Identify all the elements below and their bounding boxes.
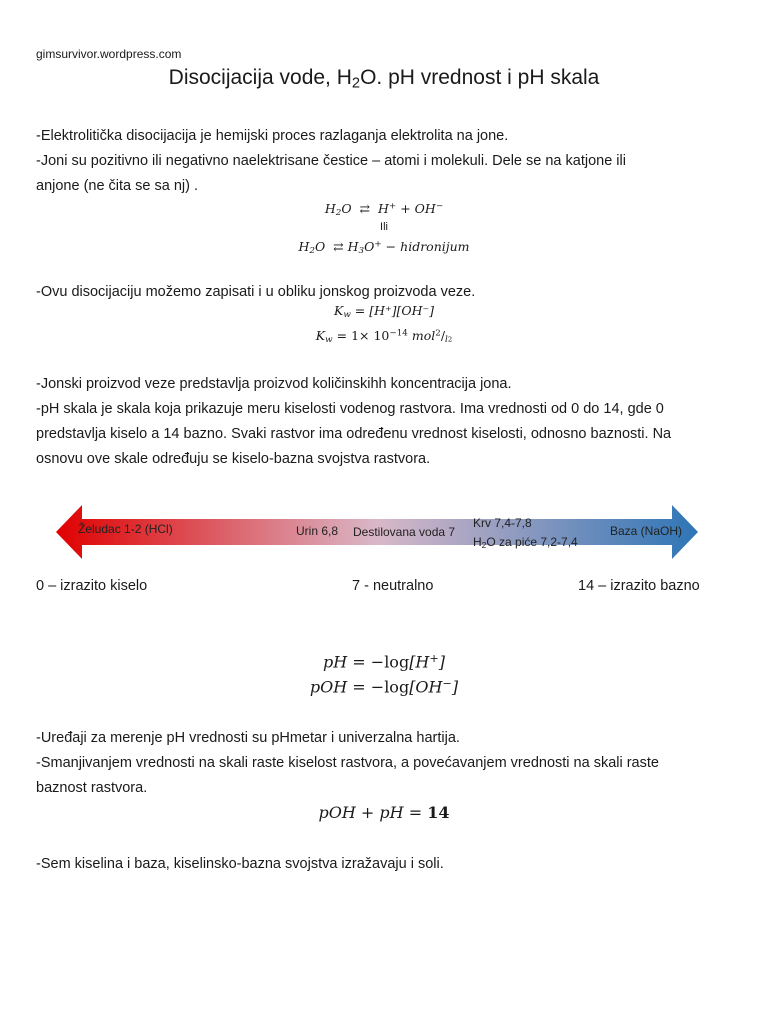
- eq-bracket: ]: [451, 677, 459, 697]
- text-line: predstavlja kiselo a 14 bazno. Svaki rastvor ima određenu vrednost kiselosti, odnosno baznosti. Na: [36, 426, 672, 442]
- eq-operator: +: [400, 201, 411, 216]
- poh-definition-equation: [0, 677, 768, 697]
- page-title: [0, 66, 768, 92]
- eq-expression: [H⁺][OH⁻]: [369, 303, 435, 318]
- text-line: -Smanjivanjem vrednosti na skali raste kiselost rastvora, a povećavanjem vrednosti na skali raste: [36, 755, 659, 771]
- eq-symbol: pOH: [309, 677, 348, 697]
- text-line: baznost rastvora.: [36, 780, 148, 796]
- eq-exponent: −14: [389, 328, 408, 339]
- water-dissociation-equation: [0, 201, 768, 218]
- eq-function: log: [384, 652, 410, 672]
- eq-operator: =: [352, 652, 366, 672]
- ph-scale-paragraph: [36, 372, 736, 472]
- text-line: -Elektrolitička disocijacija je hemijski proces razlaganja elektrolita na jone.: [36, 128, 509, 144]
- text-line: -Joni su pozitivno ili negativno naelektrisane čestice – atomi i molekuli. Dele se na katjone ili: [36, 153, 626, 169]
- eq-operator: =: [408, 803, 423, 822]
- eq-symbol: pH: [322, 652, 348, 672]
- eq-subscript: w: [325, 335, 333, 346]
- eq-symbol: [OH: [409, 677, 443, 697]
- kw-equation: [0, 303, 768, 320]
- measurement-paragraph: [36, 726, 736, 801]
- intro-paragraph: [36, 124, 736, 199]
- scale-label-urine: Urin 6,8: [296, 524, 339, 538]
- text-line: -Uređaji za merenje pH vrednosti su pHmetar i univerzalna hartija.: [36, 730, 460, 746]
- label-part: O za piće 7,2-7,4: [486, 535, 578, 549]
- scale-label-stomach: Želudac 1-2 (HCl): [78, 522, 173, 536]
- hydronium-equation: [0, 239, 768, 256]
- eq-unit: l: [445, 335, 448, 346]
- eq-symbol: pH: [379, 803, 404, 822]
- eq-symbol: O: [341, 201, 352, 216]
- text-line: -Jonski proizvod veze predstavlja proizvod količinskihh koncentracija jona.: [36, 376, 512, 392]
- scale-label-base: Baza (NaOH): [610, 524, 683, 538]
- eq-subscript: 3: [358, 246, 365, 257]
- eq-base: 10: [373, 328, 390, 343]
- scale-middle-neutral: 7 - neutralno: [352, 578, 434, 594]
- eq-operator: =: [354, 303, 366, 318]
- eq-superscript: −: [442, 677, 452, 690]
- eq-subscript: 2: [309, 246, 315, 257]
- eq-operator: =: [336, 328, 348, 343]
- hydronium-label: hidronijum: [400, 239, 470, 254]
- eq-superscript: +: [388, 201, 397, 212]
- eq-operator: +: [360, 803, 375, 822]
- eq-operator: −: [370, 652, 385, 672]
- eq-superscript: 2: [447, 335, 453, 344]
- equilibrium-arrow: ⇄: [333, 239, 344, 254]
- text-line: -Ovu disocijaciju možemo zapisati i u obliku jonskog proizvoda veze.: [36, 284, 476, 300]
- eq-symbol: K: [315, 328, 326, 343]
- eq-superscript: +: [374, 239, 382, 250]
- text-line: osnovu ove skale određuju se kiselo-bazna svojstva rastvora.: [36, 451, 431, 467]
- eq-symbol: H: [377, 201, 389, 216]
- eq-operator: −: [370, 677, 385, 697]
- site-url: gimsurvivor.wordpress.com: [36, 47, 182, 61]
- eq-subscript: w: [343, 310, 351, 321]
- text-line: anjone (ne čita se sa nj) .: [36, 178, 199, 194]
- ionic-product-paragraph: [36, 280, 736, 305]
- eq-value: 14: [427, 803, 450, 822]
- eq-symbol: K: [333, 303, 344, 318]
- ph-sum-equation: [0, 803, 768, 822]
- salts-paragraph: [36, 852, 736, 877]
- ph-definition-equation: [0, 652, 768, 672]
- scale-end-acid: 0 – izrazito kiselo: [36, 578, 148, 594]
- kw-value-equation: $K_w = 1\times 10^{-14}$ $mol^2/_{l2}$: [315, 328, 453, 346]
- eq-symbol: O: [364, 239, 375, 254]
- eq-symbol: pOH: [318, 803, 356, 822]
- text-line: -Sem kiselina i baza, kiselinsko-bazna svojstva izražavaju i soli.: [36, 856, 444, 872]
- eq-symbol: O: [314, 239, 326, 254]
- eq-symbol: OH: [414, 201, 436, 216]
- eq-operator: −: [385, 239, 397, 254]
- eq-subscript: 2: [335, 208, 342, 219]
- ili-label: Ili: [380, 221, 388, 233]
- eq-bracket: ]: [438, 652, 446, 672]
- eq-superscript: 2: [435, 328, 441, 339]
- eq-coefficient: 1×: [351, 328, 370, 343]
- eq-superscript: +: [429, 652, 439, 665]
- eq-symbol: H: [298, 239, 310, 254]
- scale-label-drinking-water: [473, 535, 578, 550]
- scale-label-distilled-water: Destilovana voda 7: [353, 525, 456, 539]
- text-line: -pH skala je skala koja prikazuje meru kiselosti vodenog rastvora. Ima vrednosti od 0 do 14, gde 0: [36, 401, 664, 417]
- scale-end-base: 14 – izrazito bazno: [578, 578, 700, 594]
- equilibrium-arrow: ⇄: [359, 201, 370, 216]
- eq-symbol: [H: [409, 652, 430, 672]
- scale-label-blood: Krv 7,4-7,8: [473, 516, 532, 530]
- eq-unit: mol: [411, 328, 436, 343]
- title-subscript: 2: [351, 75, 361, 92]
- eq-symbol: H: [347, 239, 359, 254]
- title-part-a: Disocijacija vode, H: [168, 66, 352, 89]
- label-part: H: [473, 535, 482, 549]
- title-part-b: O. pH vrednost i pH skala: [360, 66, 600, 89]
- label-subscript: 2: [481, 540, 487, 551]
- eq-operator: =: [352, 677, 366, 697]
- eq-superscript: −: [435, 201, 444, 212]
- eq-symbol: H: [324, 201, 336, 216]
- eq-function: log: [384, 677, 410, 697]
